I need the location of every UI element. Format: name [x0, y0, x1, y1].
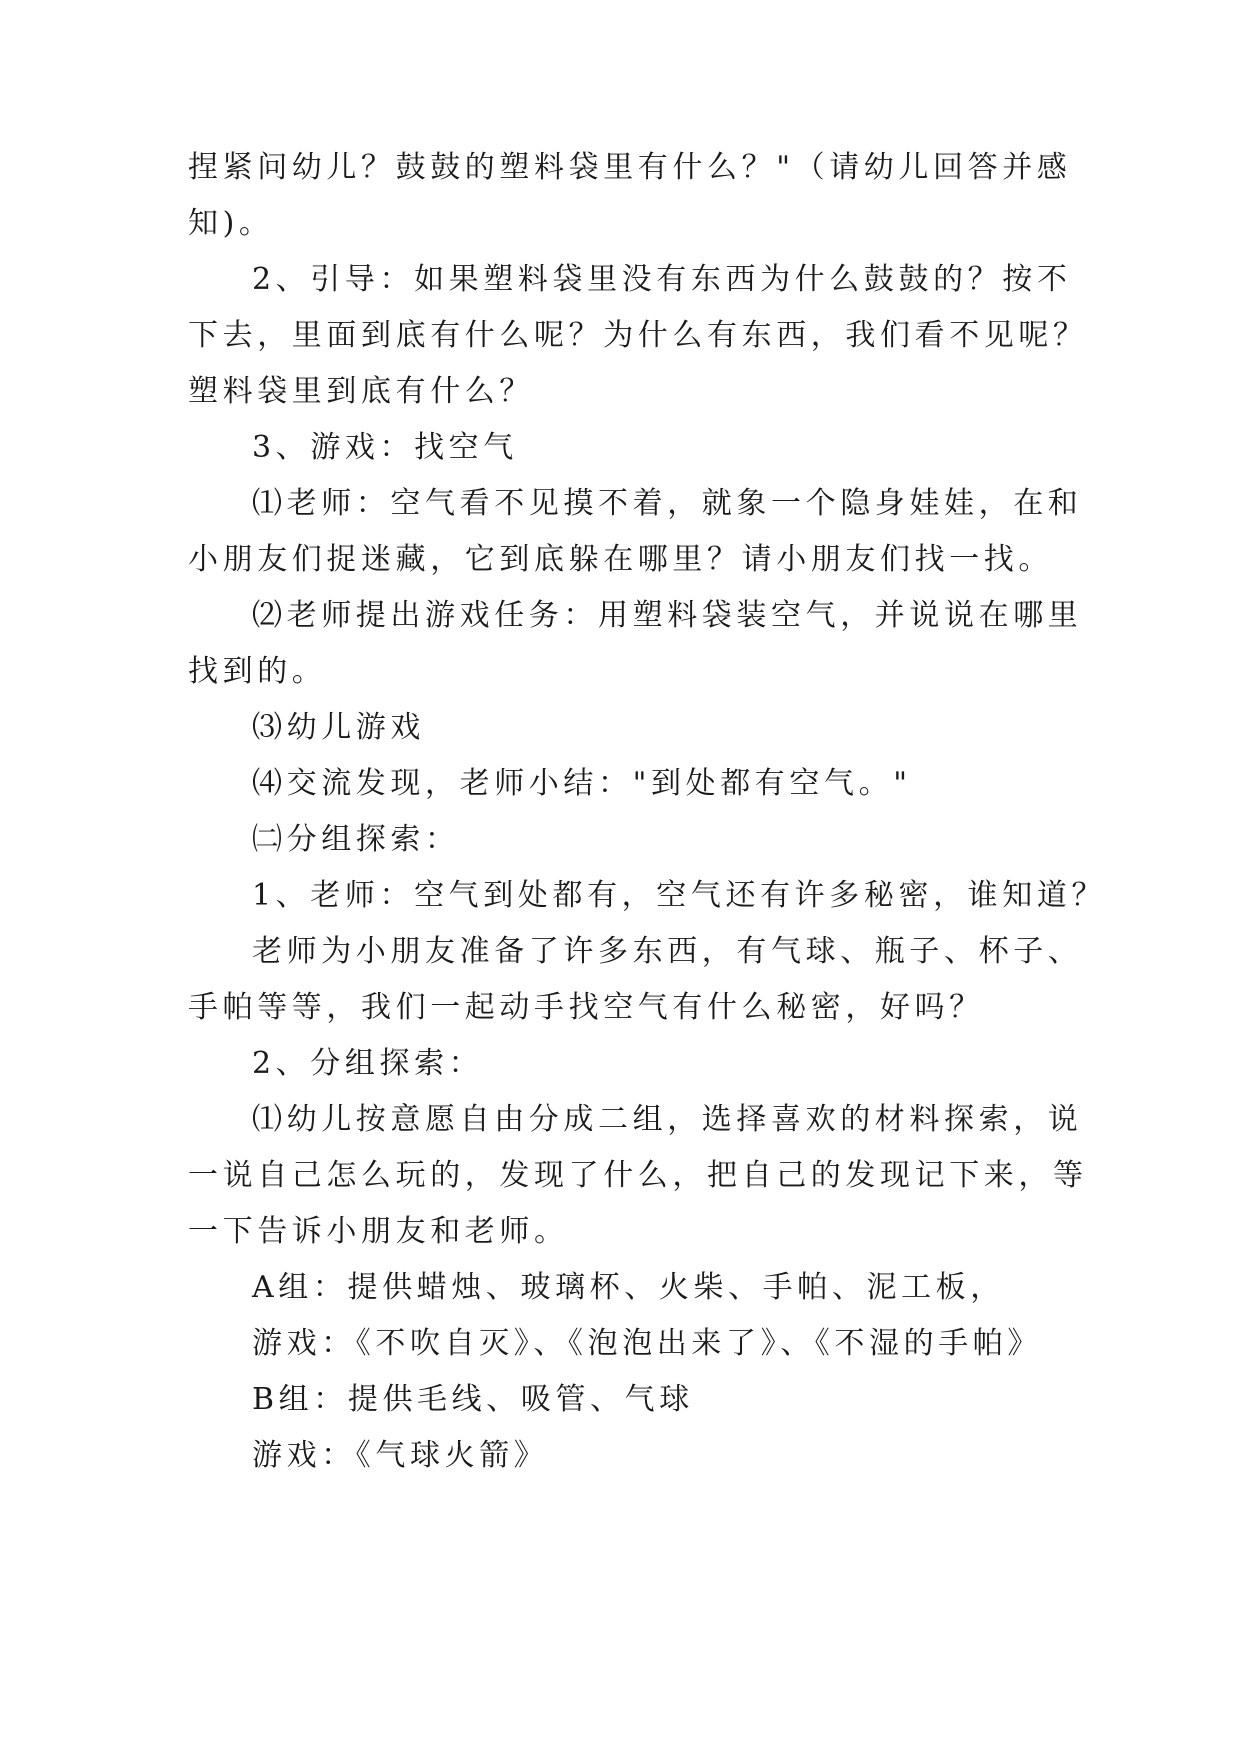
paragraph-line: 下去，里面到底有什么呢？为什么有东西，我们看不见呢？ — [188, 318, 1088, 353]
group-a-games: 游戏：《不吹自灭》、《泡泡出来了》、《不湿的手帕》 — [252, 1326, 1042, 1361]
group-b-materials: B组：提供毛线、吸管、气球 — [252, 1382, 694, 1417]
paragraph-line: ⑷交流发现，老师小结："到处都有空气。" — [252, 766, 912, 801]
group-a-materials: A组：提供蜡烛、玻璃杯、火柴、手帕、泥工板， — [252, 1270, 1005, 1305]
paragraph-line: 手帕等等，我们一起动手找空气有什么秘密，好吗？ — [188, 990, 984, 1025]
group-b-games: 游戏：《气球火箭》 — [252, 1438, 549, 1473]
paragraph-line: 小朋友们捉迷藏，它到底躲在哪里？请小朋友们找一找。 — [188, 542, 1053, 577]
paragraph-line: ⑴老师：空气看不见摸不着，就象一个隐身娃娃，在和 — [252, 486, 1083, 521]
paragraph-line: 塑料袋里到底有什么？ — [188, 374, 534, 409]
paragraph-line: 老师为小朋友准备了许多东西，有气球、瓶子、杯子、 — [252, 934, 1083, 969]
paragraph-line: 2、引导：如果塑料袋里没有东西为什么鼓鼓的？按不 — [252, 262, 1072, 297]
section-heading: 3、游戏：找空气 — [252, 430, 518, 465]
paragraph-line: ⑵老师提出游戏任务：用塑料袋装空气，并说说在哪里 — [252, 598, 1083, 633]
paragraph-line: 找到的。 — [188, 654, 327, 689]
paragraph-line: ⑴幼儿按意愿自由分成二组，选择喜欢的材料探索，说 — [252, 1102, 1083, 1137]
paragraph-line: 知)。 — [188, 206, 274, 241]
paragraph-line: ⑶幼儿游戏 — [252, 710, 425, 745]
section-heading: 2、分组探索： — [252, 1046, 484, 1081]
paragraph-line: 一说自己怎么玩的，发现了什么，把自己的发现记下来，等 — [188, 1158, 1088, 1193]
paragraph-line: 1、老师：空气到处都有，空气还有许多秘密，谁知道？ — [252, 878, 1107, 913]
paragraph-line: 捏紧问幼儿？鼓鼓的塑料袋里有什么？"（请幼儿回答并感 — [188, 150, 1072, 185]
paragraph-line: 一下告诉小朋友和老师。 — [188, 1214, 569, 1249]
section-heading: ㈡分组探索： — [252, 822, 460, 857]
